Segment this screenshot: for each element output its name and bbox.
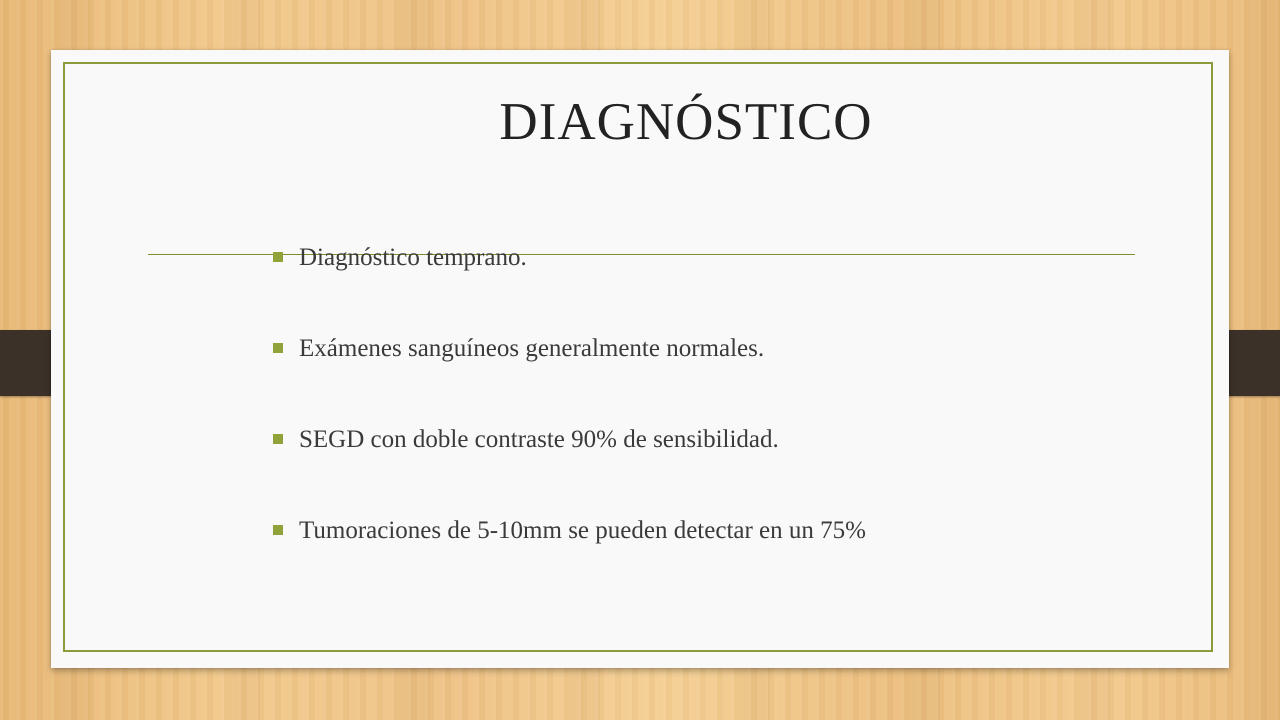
- bullet-text: Exámenes sanguíneos generalmente normales.: [299, 335, 765, 362]
- bullet-text: SEGD con doble contraste 90% de sensibilidad.: [299, 426, 779, 453]
- slide-title: DIAGNÓSTICO: [499, 93, 873, 151]
- square-bullet-icon: [273, 252, 283, 262]
- bullet-text: Diagnóstico temprano.: [299, 244, 527, 271]
- square-bullet-icon: [273, 343, 283, 353]
- bullet-text: Tumoraciones de 5-10mm se pueden detectar en un 75%: [299, 517, 866, 544]
- title-divider-line: [148, 254, 1135, 255]
- square-bullet-icon: [273, 434, 283, 444]
- slide-paper: [51, 50, 1229, 668]
- square-bullet-icon: [273, 525, 283, 535]
